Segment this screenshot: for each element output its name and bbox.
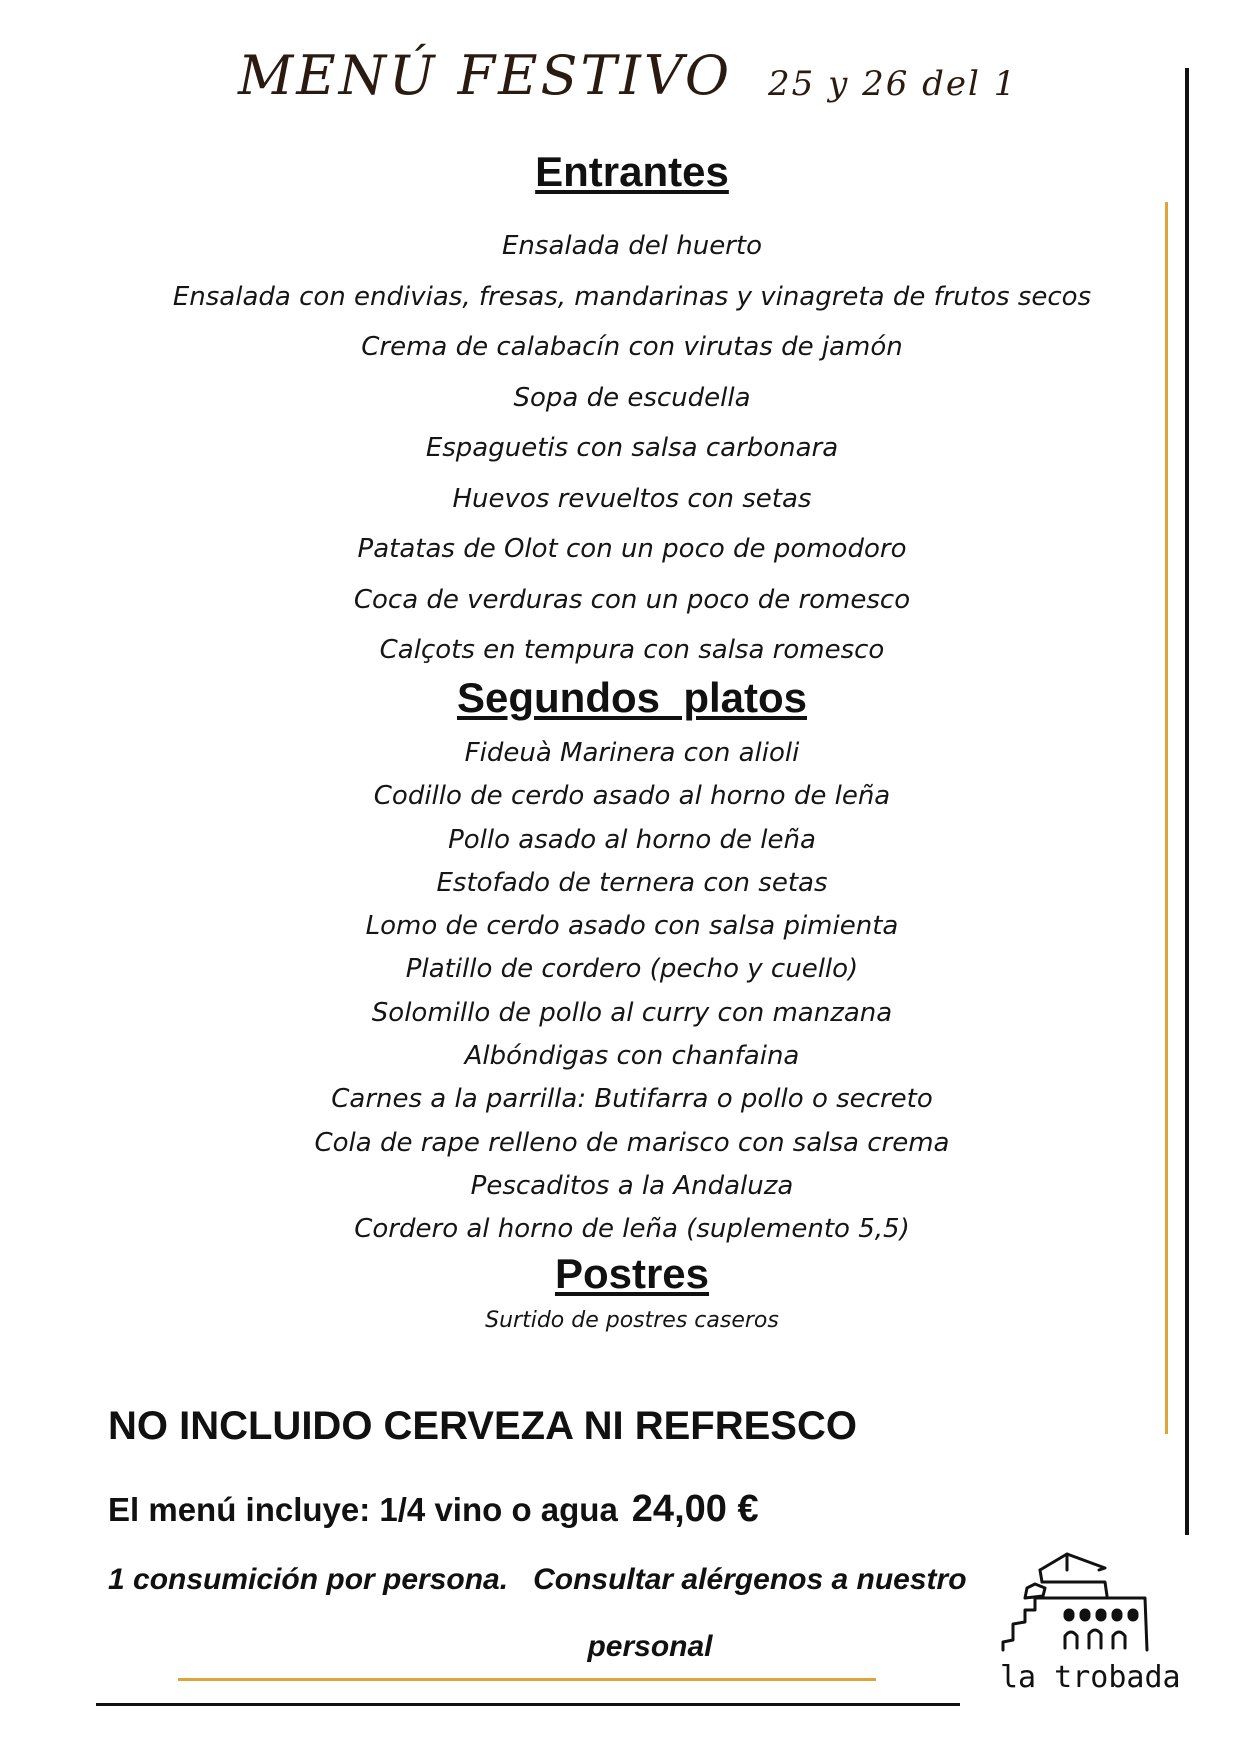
dish-item: Patatas de Olot con un poco de pomodoro xyxy=(357,534,907,564)
black-vertical-rule xyxy=(1185,68,1189,1535)
dish-item: Fideuà Marinera con alioli xyxy=(464,738,800,768)
dish-item: Ensalada con endivias, fresas, mandarinas y vinagreta de frutos secos xyxy=(172,281,1092,312)
dish-item: Crema de calabacín con virutas de jamón xyxy=(361,332,903,362)
menu-title: MENÚ FESTIVO xyxy=(238,44,733,107)
dish-item: Pollo asado al horno de leña xyxy=(448,824,816,855)
black-divider xyxy=(96,1703,960,1706)
dish-item: Cordero al horno de leña (suplemento 5,5) xyxy=(354,1214,910,1245)
title-row xyxy=(0,40,1240,120)
menu-date: 25 y 26 del 1 xyxy=(768,64,1018,104)
heading-segundos: Segundos platos xyxy=(456,674,808,721)
dish-item: Albóndigas con chanfaina xyxy=(464,1041,800,1072)
dish-item: Estofado de ternera con setas xyxy=(436,867,828,898)
dish-item: Lomo de cerdo asado con salsa pimienta xyxy=(365,911,899,942)
dish-item: Cola de rape relleno de marisco con salsa crema xyxy=(314,1127,950,1158)
price-line xyxy=(108,1488,759,1531)
heading-postres: Postres xyxy=(554,1250,710,1297)
list-segundos xyxy=(12,733,1240,1253)
dish-item: Calçots en tempura con salsa romesco xyxy=(379,635,885,665)
includes-text: El menú incluye: 1/4 vino o agua xyxy=(108,1491,618,1528)
dish-item: Espaguetis con salsa carbonara xyxy=(425,433,839,463)
drinks-notice: NO INCLUIDO CERVEZA NI REFRESCO xyxy=(108,1404,857,1448)
list-entrantes xyxy=(12,226,1240,681)
dessert-item: Surtido de postres caseros xyxy=(485,1308,779,1333)
dish-item: Pescaditos a la Andaluza xyxy=(470,1170,794,1201)
orange-vertical-rule xyxy=(1165,202,1168,1434)
consumption-note-cont: personal xyxy=(587,1630,713,1663)
heading-entrantes: Entrantes xyxy=(535,148,729,195)
consumption-note: 1 consumición por persona. Consultar alérgenos a nuestro xyxy=(108,1563,967,1596)
dish-item: Huevos revueltos con setas xyxy=(452,483,812,514)
logo-text: la trobada xyxy=(1000,1660,1181,1695)
dish-item: Sopa de escudella xyxy=(513,382,751,413)
castle-icon xyxy=(995,1548,1195,1748)
dish-item: Ensalada del huerto xyxy=(502,231,762,261)
menu-price: 24,00 € xyxy=(631,1488,759,1530)
orange-divider xyxy=(178,1678,876,1681)
dish-item: Platillo de cordero (pecho y cuello) xyxy=(405,954,859,985)
dish-item: Carnes a la parrilla: Butifarra o pollo o secreto xyxy=(331,1084,933,1115)
dish-item: Codillo de cerdo asado al horno de leña xyxy=(373,781,891,812)
dish-item: Solomillo de pollo al curry con manzana xyxy=(371,997,893,1028)
dish-item: Coca de verduras con un poco de romesco xyxy=(353,584,911,615)
